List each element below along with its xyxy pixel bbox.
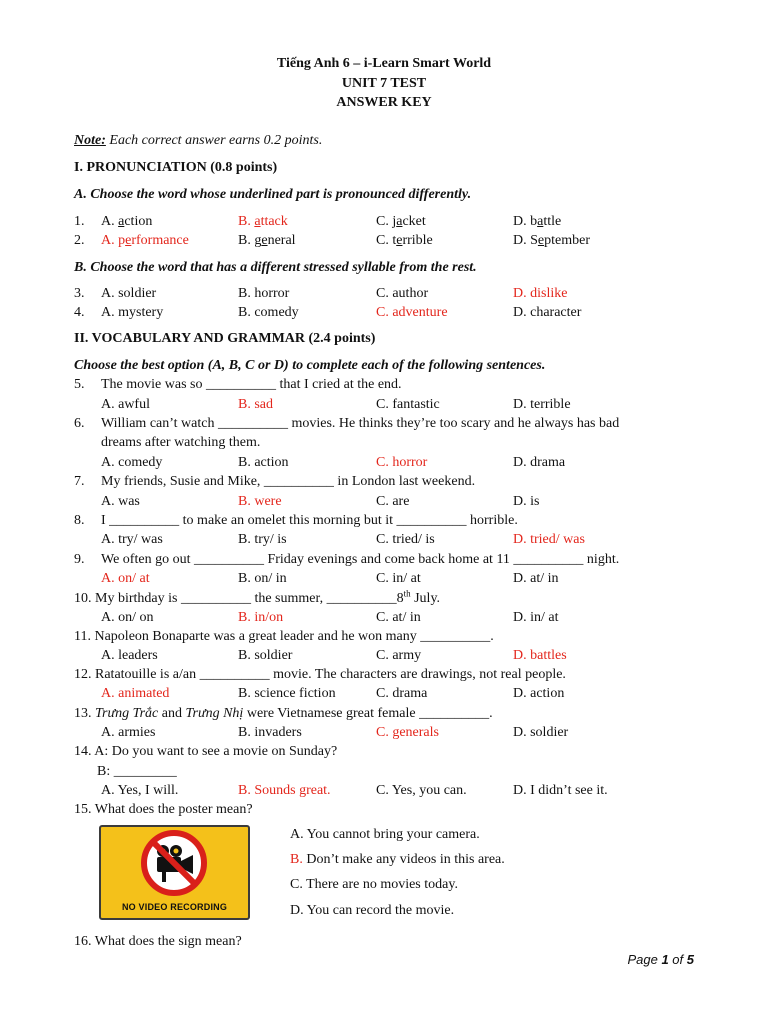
q6-option-d: D. drama [513,455,566,470]
q8-option-c: C. tried/ is [376,532,435,547]
q10-option-c: C. at/ in [376,610,421,625]
q14-option-b-correct: B. Sounds great. [238,783,331,798]
q5-option-a: A. awful [101,397,150,412]
q11-option-c: C. army [376,648,422,663]
poster-caption: NO VIDEO RECORDING [121,902,228,912]
question-number: 3. [74,286,85,301]
q14-option-c: C. Yes, you can. [376,783,467,798]
question-number: 5. [74,377,85,392]
q4-option-a: A. mystery [101,305,164,320]
question-number: 7. [74,474,85,489]
question-number: 1. [74,214,85,229]
q10-option-d: D. in/ at [513,610,559,625]
q6-option-c-correct: C. horror [376,455,428,470]
q9-option-b: B. on/ in [238,571,287,586]
q12-option-a-correct: A. animated [101,686,170,701]
q16-stem: 16. What does the sign mean? [74,934,242,949]
section-vocabulary-instruction: Choose the best option (A, B, C or D) to complete each of the following sentences. [74,358,546,373]
q8-option-a: A. try/ was [101,532,163,547]
q2-option-d: D. September [513,233,590,248]
q2-option-a-correct: A. performance [101,233,189,248]
q14-option-a: A. Yes, I will. [101,783,179,798]
question-number: 6. [74,416,85,431]
no-video-recording-poster [99,825,250,920]
page-number: Page 1 of 5 [627,952,694,967]
q9-option-c: C. in/ at [376,571,421,586]
q1-option-d: D. battle [513,214,562,229]
q15-option-c: C. There are no movies today. [290,877,458,892]
q8-option-b: B. try/ is [238,532,287,547]
section-vocabulary-title: II. VOCABULARY AND GRAMMAR (2.4 points) [74,331,376,346]
q7-option-b-correct: B. were [238,494,282,509]
q5-option-c: C. fantastic [376,397,440,412]
q13-stem: 13. Trưng Trắc and Trưng Nhị were Vietnamese great female __________. [74,706,493,721]
q5-option-b-correct: B. sad [238,397,273,412]
question-number: 4. [74,305,85,320]
q13-option-a: A. armies [101,725,156,740]
q1-option-c: C. jacket [376,214,426,229]
q3-option-b: B. horror [238,286,290,301]
q7-stem: My friends, Susie and Mike, __________ in London last weekend. [101,474,476,489]
q10-option-a: A. on/ on [101,610,154,625]
q6-stem: William can’t watch __________ movies. He thinks they’re too scary and he always has bad [101,416,620,431]
q6-stem-continued: dreams after watching them. [101,435,261,450]
q11-option-b: B. soldier [238,648,293,663]
q11-option-d-correct: D. battles [513,648,567,663]
q9-option-d: D. at/ in [513,571,559,586]
q8-option-d-correct: D. tried/ was [513,532,585,547]
q1-option-b-correct: B. attack [238,214,288,229]
q6-option-b: B. action [238,455,289,470]
q3-option-a: A. soldier [101,286,157,301]
q12-option-b: B. science fiction [238,686,336,701]
q14-option-d: D. I didn’t see it. [513,783,608,798]
question-number: 9. [74,552,85,567]
q3-option-d-correct: D. dislike [513,286,568,301]
q4-option-c-correct: C. adventure [376,305,448,320]
note-label: Note: [74,133,106,148]
question-number: 8. [74,513,85,528]
note [74,132,322,150]
q12-option-d: D. action [513,686,565,701]
q5-option-d: D. terrible [513,397,571,412]
q15-stem: 15. What does the poster mean? [74,802,253,817]
q10-option-b-correct: B. in/on [238,610,284,625]
question-number: 2. [74,233,85,248]
q12-stem: 12. Ratatouille is a/an __________ movie. The characters are drawings, not real people. [74,667,566,682]
q7-option-d: D. is [513,494,540,509]
q13-option-c-correct: C. generals [376,725,439,740]
q4-option-b: B. comedy [238,305,299,320]
q6-option-a: A. comedy [101,455,163,470]
answer-key-title: ANSWER KEY [336,95,432,110]
q2-option-c: C. terrible [376,233,433,248]
q11-option-a: A. leaders [101,648,158,663]
q15-option-b-correct: B. Don’t make any videos in this area. [290,852,505,867]
part-a-instruction: A. Choose the word whose underlined part is pronounced differently. [74,187,472,202]
note-text: Each correct answer earns 0.2 points. [105,133,323,148]
q11-stem: 11. Napoleon Bonaparte was a great leader and he won many __________. [74,629,494,644]
test-title: UNIT 7 TEST [341,76,427,91]
q14-stem: 14. A: Do you want to see a movie on Sunday? [74,744,338,759]
q14-response-line: B: _________ [97,764,177,779]
q15-option-a: A. You cannot bring your camera. [290,827,480,842]
q8-stem: I __________ to make an omelet this morning but it __________ horrible. [101,513,518,528]
q12-option-c: C. drama [376,686,428,701]
q1-option-a: A. action [101,214,153,229]
q7-option-c: C. are [376,494,410,509]
q9-option-a-correct: A. on/ at [101,571,150,586]
q3-option-c: C. author [376,286,429,301]
section-pronunciation-title: I. PRONUNCIATION (0.8 points) [74,160,278,175]
q5-stem: The movie was so __________ that I cried at the end. [101,377,402,392]
q13-option-d: D. soldier [513,725,569,740]
q10-stem: 10. My birthday is __________ the summer, __________8th July. [74,588,441,606]
part-b-instruction: B. Choose the word that has a different stressed syllable from the rest. [74,260,477,275]
q13-option-b: B. invaders [238,725,302,740]
q9-stem: We often go out __________ Friday evenings and come back home at 11 __________ night. [101,552,620,567]
q4-option-d: D. character [513,305,582,320]
q2-option-b: B. general [238,233,296,248]
q7-option-a: A. was [101,494,140,509]
q15-option-d: D. You can record the movie. [290,903,455,918]
document-title: Tiếng Anh 6 – i-Learn Smart World [276,56,492,71]
